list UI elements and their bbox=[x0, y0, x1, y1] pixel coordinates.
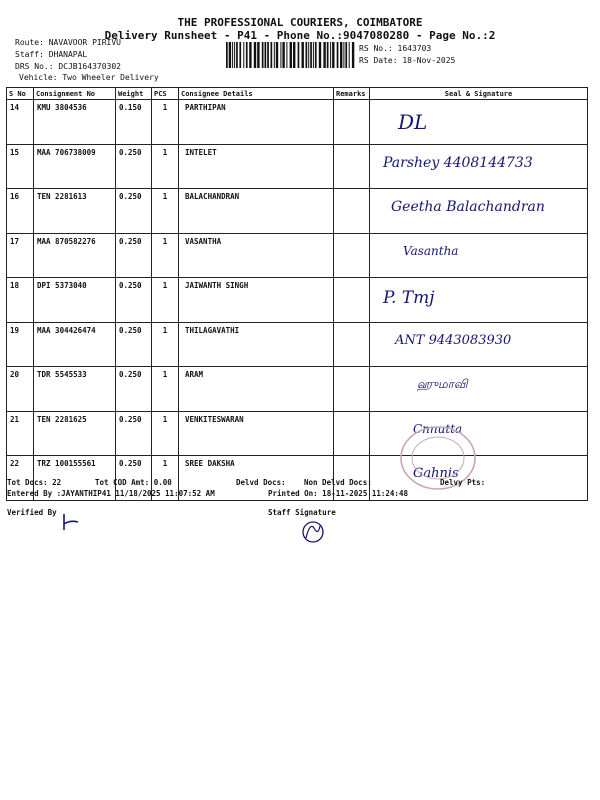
remarks-cell bbox=[334, 189, 370, 234]
sno-cell: 15 bbox=[7, 144, 34, 189]
consignment-cell: KMU 3804536 bbox=[34, 100, 116, 145]
consignment-cell: TDR 5545533 bbox=[34, 367, 116, 412]
runsheet-table bbox=[6, 87, 588, 501]
company-title: THE PROFESSIONAL COURIERS, COIMBATORE bbox=[177, 16, 423, 29]
signature-cell bbox=[370, 367, 588, 412]
handwritten-signature: ஹுமாவி bbox=[417, 377, 468, 391]
consignee-cell: JAIWANTH SINGH bbox=[179, 278, 334, 323]
signature-cell bbox=[370, 100, 588, 145]
pcs-cell: 1 bbox=[152, 233, 179, 278]
col-pcs: PCS bbox=[152, 88, 179, 100]
weight-cell: 0.150 bbox=[116, 100, 152, 145]
delivered-docs: Delvd Docs: bbox=[236, 478, 286, 487]
pcs-cell: 1 bbox=[152, 456, 179, 501]
handwritten-signature: Parshey 4408144733 bbox=[383, 154, 533, 171]
non-delivered-docs: Non Delvd Docs: bbox=[304, 478, 372, 487]
weight-cell: 0.250 bbox=[116, 189, 152, 234]
remarks-cell bbox=[334, 278, 370, 323]
signature-cell bbox=[370, 144, 588, 189]
remarks-cell bbox=[334, 144, 370, 189]
remarks-cell bbox=[334, 322, 370, 367]
weight-cell: 0.250 bbox=[116, 367, 152, 412]
weight-cell: 0.250 bbox=[116, 278, 152, 323]
weight-cell: 0.250 bbox=[116, 322, 152, 367]
total-docs: Tot Docs: 22 bbox=[7, 478, 62, 487]
col-signature: Seal & Signature bbox=[370, 88, 588, 100]
remarks-cell bbox=[334, 100, 370, 145]
barcode-image bbox=[226, 42, 356, 68]
col-consignee: Consignee Details bbox=[179, 88, 334, 100]
staff-signature-label: Staff Signature bbox=[268, 508, 336, 517]
weight-cell: 0.250 bbox=[116, 411, 152, 456]
sno-cell: 17 bbox=[7, 233, 34, 278]
printed-on: Printed On: 18-11-2025 11:24:48 bbox=[268, 489, 408, 498]
staff-signature-mark bbox=[298, 518, 328, 546]
col-consignment: Consignment No bbox=[34, 88, 116, 100]
sno-cell: 18 bbox=[7, 278, 34, 323]
table-header-row bbox=[7, 88, 588, 100]
table-row bbox=[7, 278, 588, 323]
sno-cell: 16 bbox=[7, 189, 34, 234]
handwritten-signature: Geetha Balachandran bbox=[391, 199, 545, 215]
consignment-cell: DPI 5373040 bbox=[34, 278, 116, 323]
signature-cell bbox=[370, 233, 588, 278]
consignment-cell: MAA 706738009 bbox=[34, 144, 116, 189]
consignment-cell: TEN 2281625 bbox=[34, 411, 116, 456]
remarks-cell bbox=[334, 233, 370, 278]
handwritten-signature: DL bbox=[398, 110, 428, 134]
handwritten-signature: P. Tmj bbox=[383, 288, 435, 308]
consignee-cell: INTELET bbox=[179, 144, 334, 189]
runsheet-subtitle: Delivery Runsheet - P41 - Phone No.:9047080280 - Page No.:2 bbox=[104, 29, 496, 42]
consignee-cell: PARTHIPAN bbox=[179, 100, 334, 145]
pcs-cell: 1 bbox=[152, 367, 179, 412]
sno-cell: 14 bbox=[7, 100, 34, 145]
consignment-cell: MAA 870582276 bbox=[34, 233, 116, 278]
pcs-cell: 1 bbox=[152, 411, 179, 456]
table-row bbox=[7, 322, 588, 367]
consignment-cell: TEN 2281613 bbox=[34, 189, 116, 234]
handwritten-signature: Vasantha bbox=[403, 243, 459, 258]
col-weight: Weight bbox=[116, 88, 152, 100]
consignee-cell: BALACHANDRAN bbox=[179, 189, 334, 234]
consignment-cell: TRZ 100155561 bbox=[34, 456, 116, 501]
sno-cell: 19 bbox=[7, 322, 34, 367]
table-row bbox=[7, 367, 588, 412]
consignee-cell: ARAM bbox=[179, 367, 334, 412]
pcs-cell: 1 bbox=[152, 189, 179, 234]
rs-number: RS No.: 1643703 bbox=[359, 44, 432, 53]
verified-by-label: Verified By bbox=[7, 508, 57, 517]
signature-cell bbox=[370, 278, 588, 323]
remarks-cell bbox=[334, 411, 370, 456]
entered-by: Entered By :JAYANTHIP41 11/18/2025 11:07:52 AM bbox=[7, 489, 215, 498]
sno-cell: 22 bbox=[7, 456, 34, 501]
col-remarks: Remarks bbox=[334, 88, 370, 100]
total-cod-amount: Tot COD Amt: 0.00 bbox=[95, 478, 172, 487]
consignee-cell: VENKITESWARAN bbox=[179, 411, 334, 456]
vehicle-label: Vehicle: Two Wheeler Delivery bbox=[19, 73, 159, 82]
pcs-cell: 1 bbox=[152, 100, 179, 145]
handwritten-signature: Gahnis bbox=[413, 466, 459, 481]
pcs-cell: 1 bbox=[152, 322, 179, 367]
pcs-cell: 1 bbox=[152, 144, 179, 189]
handwritten-signature: ANT 9443083930 bbox=[395, 332, 512, 348]
pcs-cell: 1 bbox=[152, 278, 179, 323]
sno-cell: 21 bbox=[7, 411, 34, 456]
consignee-cell: SREE DAKSHA bbox=[179, 456, 334, 501]
route-label: Route: NAVAVOOR PIRIVU bbox=[15, 38, 121, 47]
table-row bbox=[7, 100, 588, 145]
table-row bbox=[7, 144, 588, 189]
rs-date: RS Date: 18-Nov-2025 bbox=[359, 56, 456, 65]
consignee-cell: VASANTHA bbox=[179, 233, 334, 278]
table-row bbox=[7, 189, 588, 234]
consignment-cell: MAA 304426474 bbox=[34, 322, 116, 367]
col-sno: S No bbox=[7, 88, 34, 100]
sno-cell: 20 bbox=[7, 367, 34, 412]
table-row bbox=[7, 233, 588, 278]
signature-cell bbox=[370, 189, 588, 234]
weight-cell: 0.250 bbox=[116, 456, 152, 501]
table-row bbox=[7, 411, 588, 456]
staff-label: Staff: DHANAPAL bbox=[15, 50, 88, 59]
weight-cell: 0.250 bbox=[116, 233, 152, 278]
drs-label: DRS No.: DCJB164370302 bbox=[15, 62, 121, 71]
weight-cell: 0.250 bbox=[116, 144, 152, 189]
handwritten-signature: Cnnutta bbox=[413, 421, 463, 436]
consignee-cell: THILAGAVATHI bbox=[179, 322, 334, 367]
signature-cell bbox=[370, 322, 588, 367]
delivery-points: Delvy Pts: bbox=[440, 478, 486, 487]
remarks-cell bbox=[334, 367, 370, 412]
verifier-signature-mark bbox=[60, 512, 82, 532]
